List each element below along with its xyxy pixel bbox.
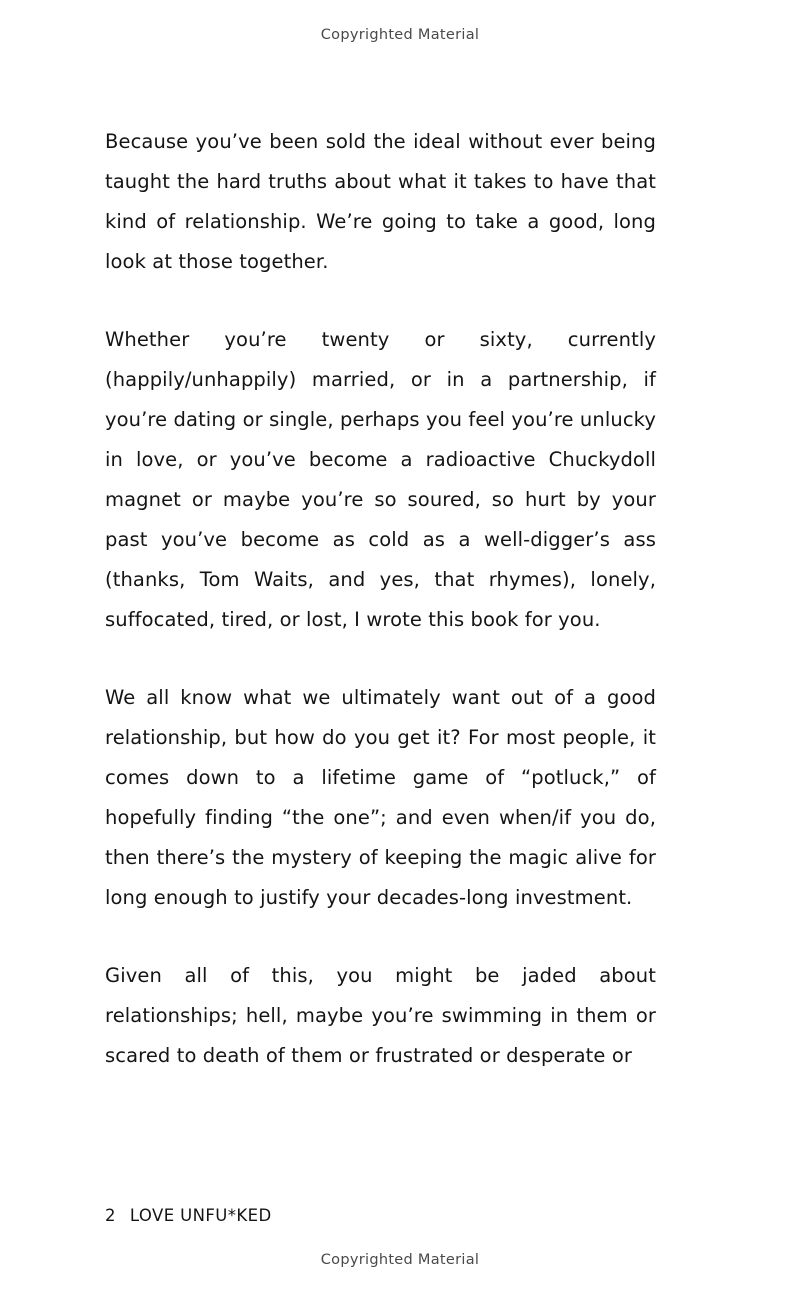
paragraph: Because you’ve been sold the ideal without ever being taught the hard truths about what it takes to have that kind of relationship. We’re going to take a good, long look at those together.	[105, 130, 656, 273]
page-body-text	[105, 122, 656, 1076]
paragraph: We all know what we ultimately want out of a good relationship, but how do you get it? For most people, it comes down to a lifetime game of “potluck,” of hopefully finding “the one”; and even when/if you do, then there’s the mystery of keeping the magic alive for long enough to justify your decades-long investment.	[105, 686, 656, 909]
copyright-watermark-top: Copyrighted Material	[320, 27, 480, 43]
footer-line	[105, 1206, 656, 1225]
running-head-title: LOVE UNFU*KED	[129, 1206, 272, 1225]
copyright-watermark-bottom: Copyrighted Material	[320, 1252, 480, 1268]
page-number: 2	[105, 1206, 116, 1225]
paragraph: Whether you’re twenty or sixty, currently (happily/unhappily) married, or in a partnership, if you’re dating or single, perhaps you feel you’re unlucky in love, or you’ve become a radioactive Chuckydoll magnet or maybe you’re so soured, so hurt by your past you’ve become as cold as a well-digger’s ass (thanks, Tom Waits, and yes, that rhymes), lonely, suffocated, tired, or lost, I wrote this book for you.	[105, 328, 656, 631]
page-footer	[105, 1168, 656, 1263]
paragraph: Given all of this, you might be jaded about relationships; hell, maybe you’re swimming in them or scared to death of them or frustrated or desperate or	[105, 964, 656, 1067]
